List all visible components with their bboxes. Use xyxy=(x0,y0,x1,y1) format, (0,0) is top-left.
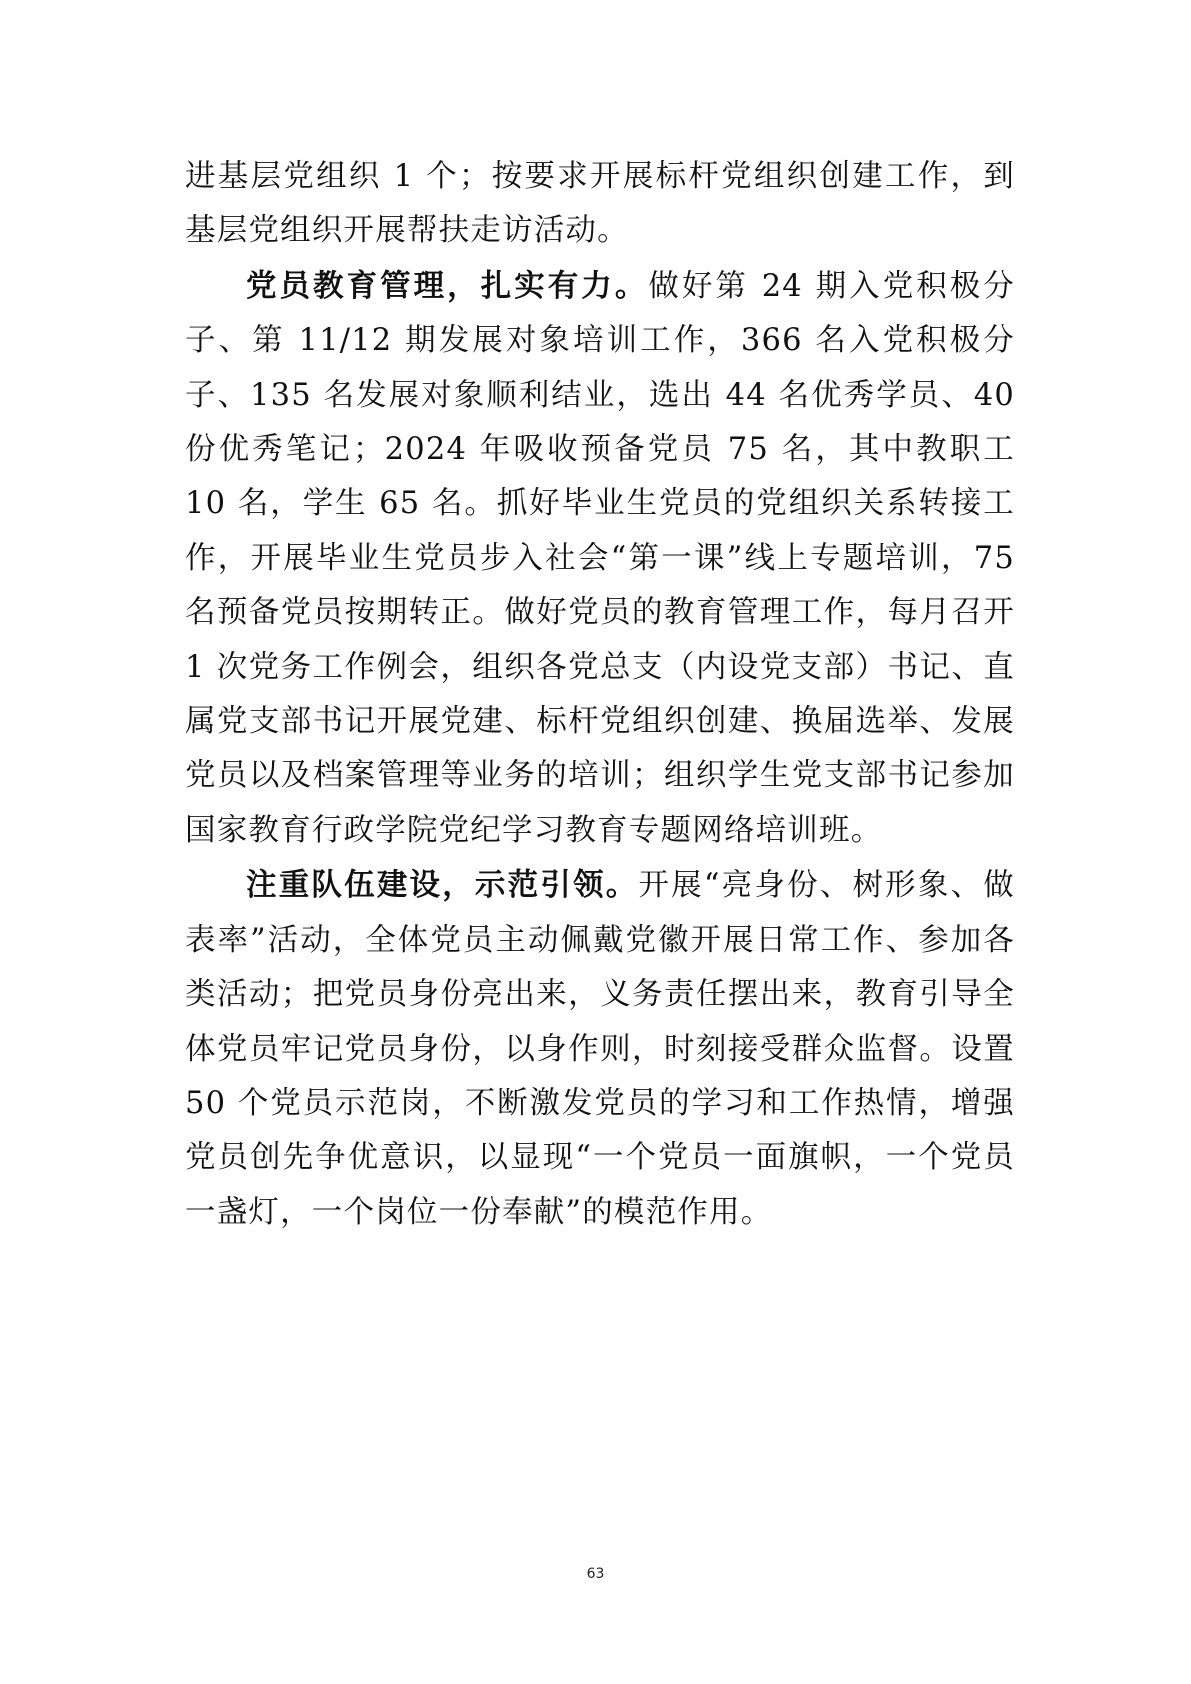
page-number: 63 xyxy=(586,1566,605,1582)
paragraph-party-member-education xyxy=(185,259,1015,858)
paragraph-text: 做好第 24 期入党积极分子、第 11/12 期发展对象培训工作，366 名入党积极分子、135 名发展对象顺利结业，选出 44 名优秀学员、40 份优秀笔记；2024 年吸收预备党员 75 名，其中教职工 10 名，学生 65 名。抓好毕业生党员的党组织关系转接工作，开展毕业生党员步入社会“第一课”线上专题培训，75 名预备党员按期转正。做好党员的教育管理工作，每月召开 1 次党务工作例会，组织各党总支（内设党支部）书记、直属党支部书记开展党建、标杆党组织创建、换届选举、发展党员以及档案管理等业务的培训；组织学生党支部书记参加国家教育行政学院党纪学习教育专题网络培训班。 xyxy=(185,268,1015,848)
paragraph-lead-heading: 注重队伍建设，示范引领。 xyxy=(246,867,639,904)
paragraph-continuation xyxy=(185,150,1015,259)
paragraph-team-building xyxy=(185,858,1015,1240)
body-text xyxy=(185,150,1015,1240)
paragraph-text: 进基层党组织 1 个；按要求开展标杆党组织创建工作，到基层党组织开展帮扶走访活动。 xyxy=(185,159,1015,249)
paragraph-lead-heading: 党员教育管理，扎实有力。 xyxy=(246,267,649,304)
paragraph-text: 开展“亮身份、树形象、做表率”活动，全体党员主动佩戴党徽开展日常工作、参加各类活动；把党员身份亮出来，义务责任摆出来，教育引导全体党员牢记党员身份，以身作则，时刻接受群众监督。设置 50 个党员示范岗，不断激发党员的学习和工作热情，增强党员创先争优意识，以显现“一个党员一面旗帜，一个党员一盏灯，一个岗位一份奉献”的模范作用。 xyxy=(185,868,1015,1230)
